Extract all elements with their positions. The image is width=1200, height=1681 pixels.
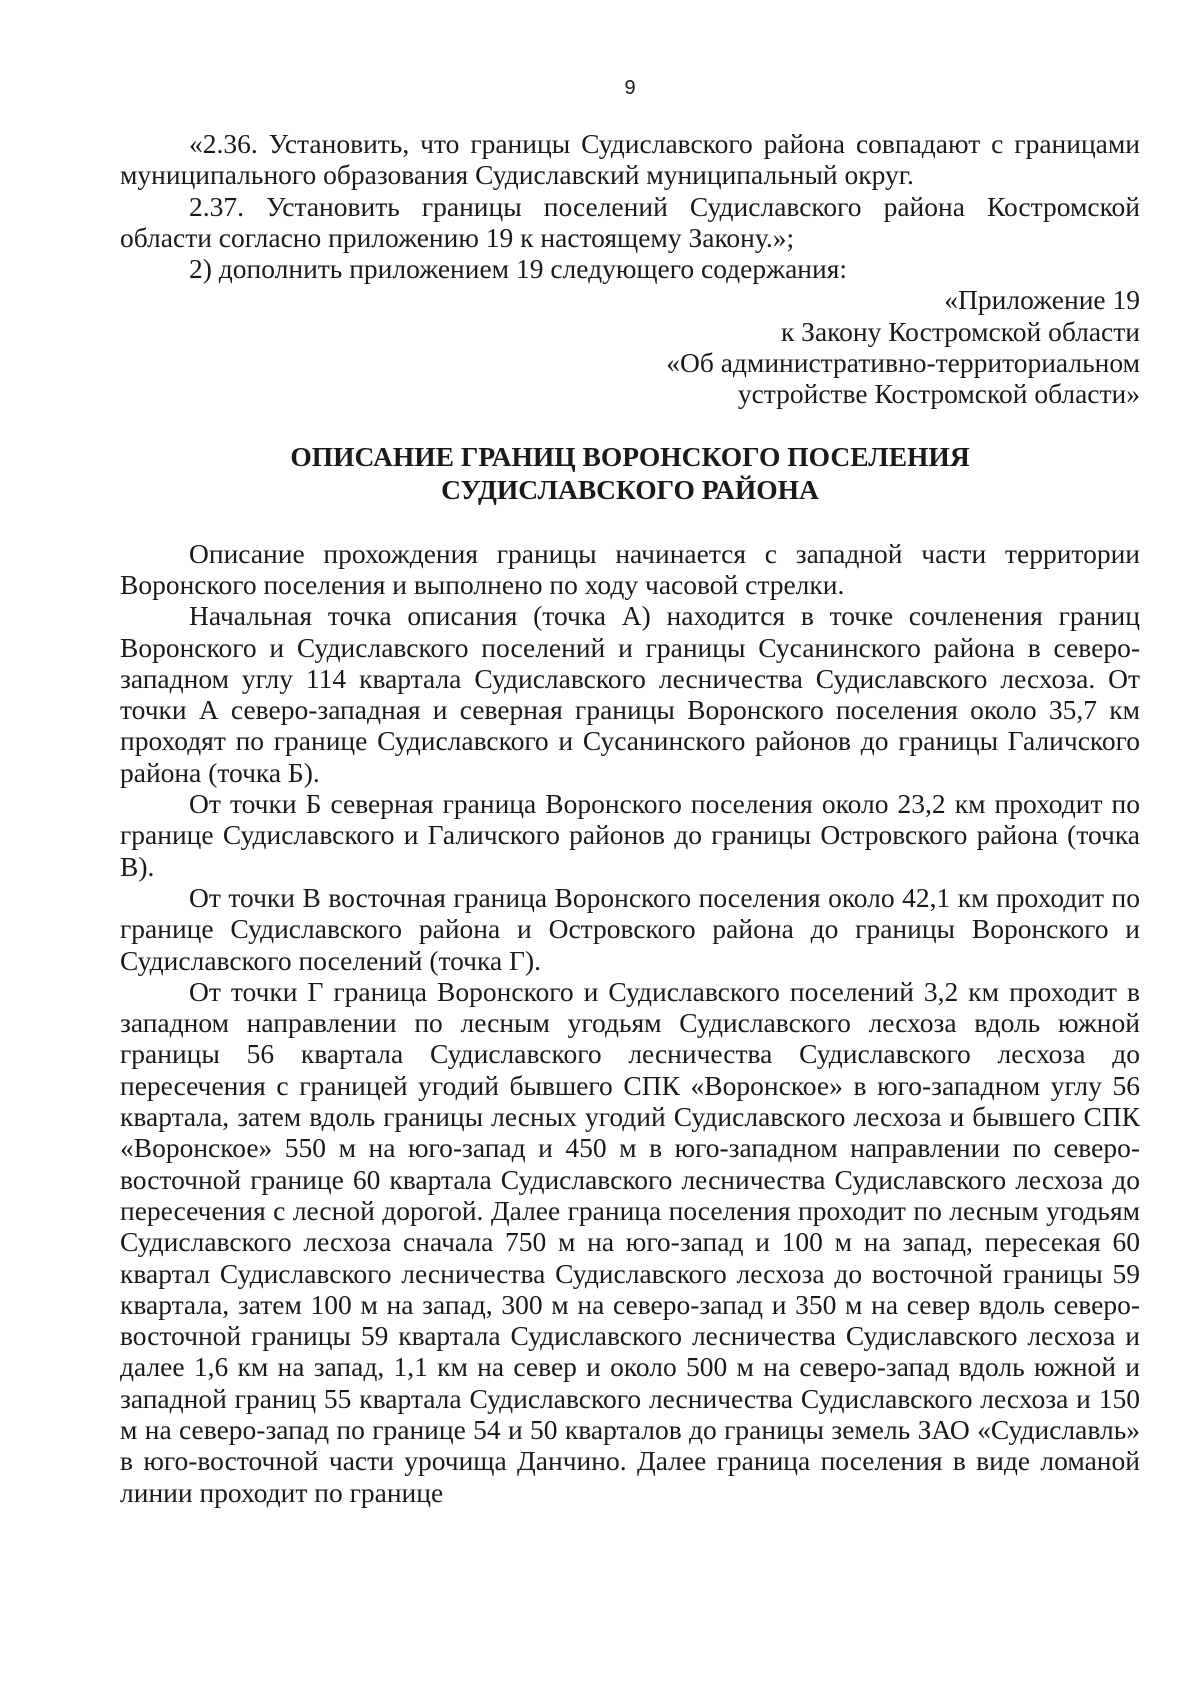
appendix-line: «Об административно-территориальном	[666, 347, 1140, 379]
appendix-line: устройстве Костромской области»	[737, 378, 1140, 410]
body-paragraph: Начальная точка описания (точка А) находится в точке сочленения границ Воронского и Судиславского поселений и границы Сусанинского района в северо-западном углу 114 квартала Судиславского лесничества Судиславского лесхоза. От точки А северо-западная и северная границы Воронского поселения около 35,7 км проходят по границе Судиславского и Сусанинского районов до границы Галичского района (точка Б).	[120, 600, 1140, 788]
page-number: 9	[624, 77, 636, 99]
body-paragraph: От точки Г граница Воронского и Судиславского поселений 3,2 км проходит в западном направлении по лесным угодьям Судиславского лесхоза вдоль южной границы 56 квартала Судиславского лесничества Судиславского лесхоза до пересечения с границей угодий бывшего СПК «Воронское» в юго-западном углу 56 квартала, затем вдоль границы лесных угодий Судиславского лесхоза и бывшего СПК «Воронское» 550 м на юго-запад и 450 м в юго-западном направлении по северо-восточной границе 60 квартала Судиславского лесничества Судиславского лесхоза до пересечения с лесной дорогой. Далее граница поселения проходит по лесным угодьям Судиславского лесхоза сначала 750 м на юго-запад и 100 м на запад, пересекая 60 квартал Судиславского лесничества Судиславского лесхоза до восточной границы 59 квартала, затем 100 м на запад, 300 м на северо-запад и 350 м на север вдоль северо-восточной границы 59 квартала Судиславского лесничества Судиславского лесхоза и далее 1,6 км на запад, 1,1 км на север и около 500 м на северо-запад вдоль южной и западной границ 55 квартала Судиславского лесничества Судиславского лесхоза и 150 м на северо-запад по границе 54 и 50 кварталов до границы земель ЗАО «Судиславль» в юго-восточной части урочища Данчино. Далее граница поселения в виде ломаной линии проходит по границе	[120, 975, 1140, 1508]
document-page	[120, 76, 1140, 1508]
paragraph-2-37: 2.37. Установить границы поселений Судиславского района Костромской области согласно приложению 19 к настоящему Закону.»;	[120, 190, 1140, 253]
paragraph-supplement: 2) дополнить приложением 19 следующего содержания:	[189, 253, 848, 285]
document-title	[120, 440, 1140, 506]
paragraph-2-36: «2.36. Установить, что границы Судиславского района совпадают с границами муниципального образования Судиславский муниципальный округ.	[120, 128, 1140, 191]
appendix-line: к Закону Костромской области	[780, 315, 1140, 347]
body-paragraph: От точки Б северная граница Воронского поселения около 23,2 км проходит по границе Судиславского и Галичского районов до границы Островского района (точка В).	[120, 788, 1140, 882]
appendix-line: «Приложение 19	[944, 284, 1140, 316]
title-line: ОПИСАНИЕ ГРАНИЦ ВОРОНСКОГО ПОСЕЛЕНИЯ	[290, 440, 970, 472]
appendix-header	[120, 284, 1140, 409]
title-line: СУДИСЛАВСКОГО РАЙОНА	[441, 473, 819, 505]
body-paragraph: Описание прохождения границы начинается с западной части территории Воронского поселения и выполнено по ходу часовой стрелки.	[120, 537, 1140, 600]
body-paragraph: От точки В восточная граница Воронского поселения около 42,1 км проходит по границе Судиславского района и Островского района до границы Воронского и Судиславского поселений (точка Г).	[120, 881, 1140, 976]
